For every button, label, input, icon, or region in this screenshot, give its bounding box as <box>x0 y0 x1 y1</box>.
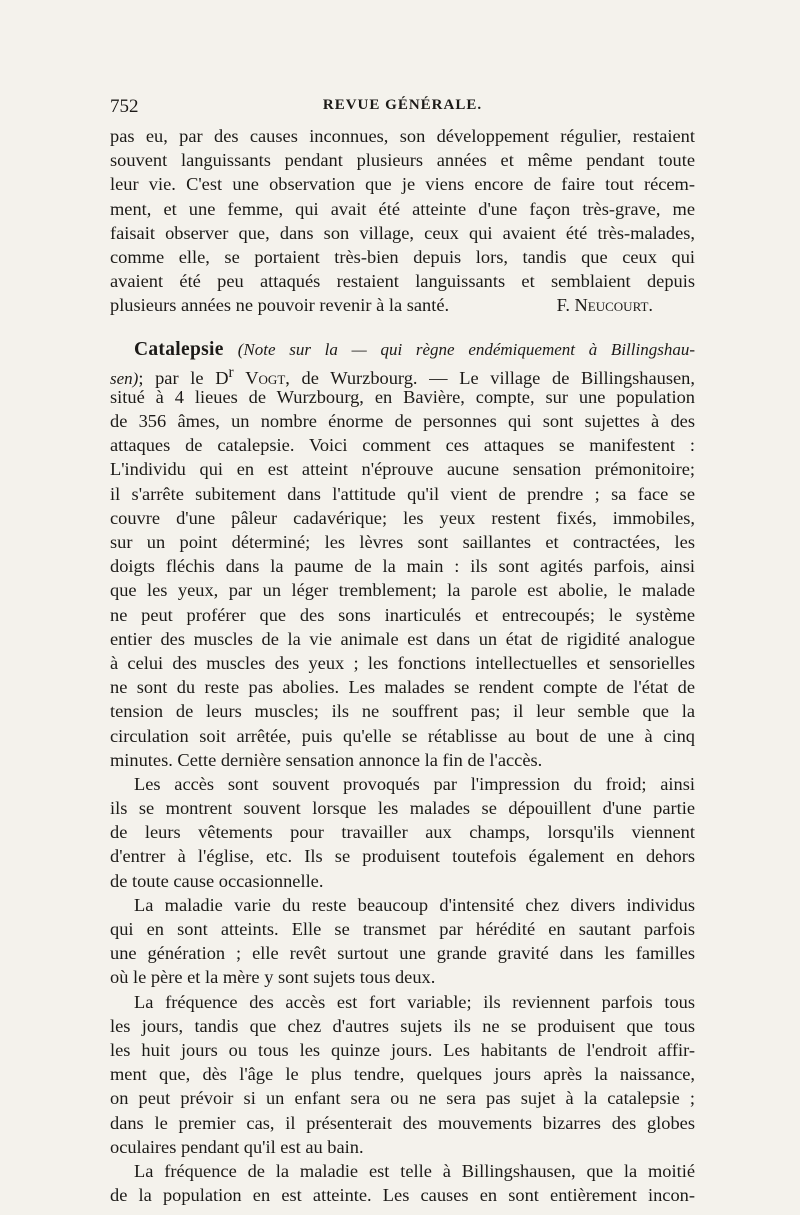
text-line: doigts fléchis dans la paume de la main : ils sont agités parfois, ainsi <box>110 556 695 577</box>
text-line: Les accès sont souvent provoqués par l'impression du froid; ainsi <box>134 773 695 794</box>
text-line: que les yeux, par un léger tremblement; la parole est abolie, le malade <box>110 580 695 601</box>
section-gap <box>110 318 695 337</box>
section-subtitle: (Note sur la — qui règne endémiquement à Billingshau- <box>237 339 695 359</box>
intro-paragraph <box>110 124 695 318</box>
text-line: La fréquence des accès est fort variable; ils reviennent parfois tous <box>134 991 695 1012</box>
text-line: une génération ; elle revêt surtout une grande gravité dans les familles <box>110 943 695 964</box>
text-line: à celui des muscles des yeux ; les fonctions intellectuelles et sensorielles <box>110 652 695 673</box>
text-line: de 356 âmes, un nombre énorme de personnes qui sont sujettes à des <box>110 411 695 432</box>
text-line: leur vie. C'est une observation que je viens encore de faire tout récem- <box>110 174 695 195</box>
text-line: La maladie varie du reste beaucoup d'intensité chez divers individus <box>134 894 695 915</box>
text-line: ne sont du reste pas abolies. Les malades se rendent compte de l'état de <box>110 677 695 698</box>
page-header <box>110 96 695 126</box>
text-fragment: , de Wurzbourg. — Le village de Billingshausen, <box>285 367 695 388</box>
paragraph-frequency <box>110 990 695 1159</box>
text-line: La fréquence de la maladie est telle à Billingshausen, que la moitié <box>134 1160 695 1181</box>
text-line-last <box>110 293 695 317</box>
text-line: ment que, dès l'âge le plus tendre, quelques jours après la naissance, <box>110 1064 695 1085</box>
author-signature: F. Neucourt. <box>556 295 653 316</box>
author-name: Vogt <box>245 367 286 388</box>
text-line: de la population en est atteinte. Les causes en sont entièrement incon- <box>110 1185 695 1206</box>
text-line: qui en sont atteints. Elle se transmet par hérédité en sautant parfois <box>110 919 695 939</box>
text-line: L'individu qui en est atteint n'éprouve aucune sensation prémonitoire; <box>110 459 695 480</box>
text-line: ne peut proférer que des sons inarticulés et entrecoupés; le système <box>110 604 695 625</box>
text-fragment: ; par le D <box>138 367 229 388</box>
section-catalepsie <box>110 337 695 772</box>
running-title: REVUE GÉNÉRALE. <box>322 97 483 113</box>
author-line <box>110 361 695 388</box>
text-line: situé à 4 lieues de Wurzbourg, en Bavière, compte, sur une population <box>110 386 695 407</box>
text-line-last: oculaires pendant qu'il est au bain. <box>110 1136 364 1157</box>
subtitle-end: sen) <box>110 368 139 388</box>
text-line: il s'arrête subitement dans l'attitude qu'il vient de prendre ; sa face se <box>110 483 695 504</box>
text-line: sur un point déterminé; les lèvres sont saillantes et contractées, les <box>110 532 695 552</box>
text-line: on peut prévoir si un enfant sera ou ne sera pas sujet à la catalepsie ; <box>110 1088 695 1109</box>
text-fragment: plusieurs années ne pouvoir revenir à la santé. <box>110 295 450 316</box>
text-line: d'entrer à l'église, etc. Ils se produisent toutefois également en dehors <box>110 846 695 867</box>
section-title: Catalepsie <box>134 338 224 360</box>
superscript: r <box>228 363 234 381</box>
text-line: les huit jours ou tous les quinze jours. Les habitants de l'endroit affir- <box>110 1039 695 1060</box>
text-line: ment, et une femme, qui avait été atteinte d'une façon très-grave, me <box>110 198 695 219</box>
text-line: pas eu, par des causes inconnues, son développement régulier, restaient <box>110 126 695 146</box>
page-body <box>110 124 695 1207</box>
section-heading-line <box>110 337 695 361</box>
text-line: ils se montrent souvent lorsque les malades se dépouillent d'une partie <box>110 798 695 819</box>
text-line: faisait observer que, dans son village, ceux qui avaient été très-malades, <box>110 222 695 243</box>
page-number: 752 <box>110 96 139 117</box>
text-line: couvre d'une pâleur cadavérique; les yeux restent fixés, immobiles, <box>110 507 695 528</box>
text-line: avaient été peu attaqués restaient languissants et semblaient depuis <box>110 271 695 292</box>
text-line-last: de toute cause occasionnelle. <box>110 870 324 891</box>
text-line: de leurs vêtements pour travailler aux champs, lorsqu'ils viennent <box>110 822 695 843</box>
text-line: entier des muscles de la vie animale est dans un état de rigidité analogue <box>110 628 695 649</box>
text-line: dans le premier cas, il présenterait des mouvements bizarres des globes <box>110 1112 695 1133</box>
text-line: attaques de catalepsie. Voici comment ces attaques se manifestent : <box>110 435 695 456</box>
text-line-last: minutes. Cette dernière sensation annonce la fin de l'accès. <box>110 749 543 770</box>
text-line: comme elle, se portaient très-bien depuis lors, tandis que ceux qui <box>110 246 695 267</box>
text-line: tension de leurs muscles; ils ne souffrent pas; il leur semble que la <box>110 701 695 722</box>
text-line: circulation soit arrêtée, puis qu'elle se rétablisse au bout de une à cinq <box>110 725 695 746</box>
paragraph-intensity <box>110 893 695 990</box>
text-line: souvent languissants pendant plusieurs années et même pendant toute <box>110 150 695 171</box>
text-line: les jours, tandis que chez d'autres sujets ils ne se produisent que tous <box>110 1015 695 1036</box>
paragraph-prevalence <box>110 1159 695 1207</box>
text-line-last: où le père et la mère y sont sujets tous deux. <box>110 967 436 988</box>
paragraph-cold-triggers <box>110 772 695 893</box>
